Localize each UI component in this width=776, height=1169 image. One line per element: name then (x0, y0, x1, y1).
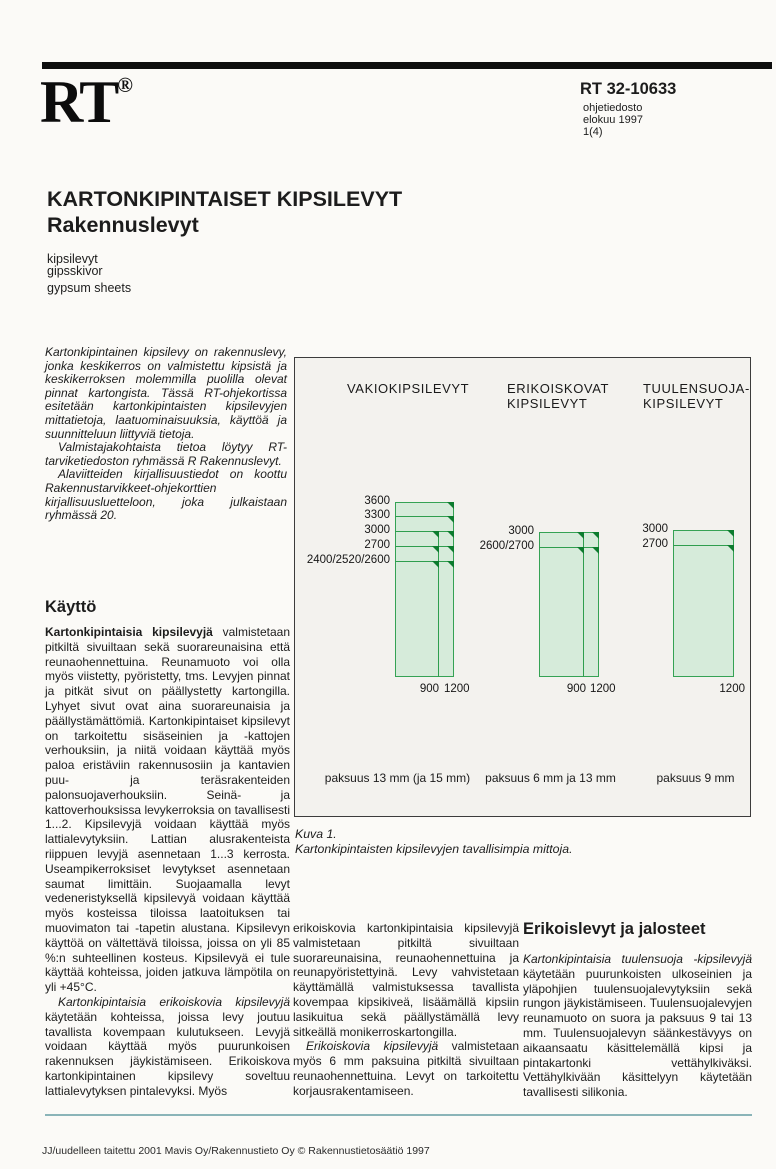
section-heading-kaytto: Käyttö (45, 598, 97, 616)
body-paragraph: Kartonkipintaisia erikoiskovia kipsilevyjä käytetään kohteissa, joissa levy joutuu tavallista kovempaan kulutukseen. Levyjä voidaan käyttää myös puurunkoisen rakennuksen jäykistämiseen. Erikoiskova kartonkipintainen kipsilevy soveltuu lattialevytyksen pintalevyksi. Myös (45, 994, 290, 1098)
figure-caption-number: Kuva 1. (295, 827, 337, 841)
body-paragraph: Erikoiskovia kipsilevyjä valmistetaan myös 6 mm paksuina pitkiltä sivuiltaan reunaohennettuina. Levyt on tarkoitettu korjausrakentamiseen. (293, 1039, 519, 1098)
width-label: 1200 (719, 683, 745, 695)
doc-number: RT 32-10633 (580, 80, 677, 98)
paragraph-lead-italic: Erikoiskovia kipsilevyjä (306, 1039, 439, 1054)
width-label: 1200 (590, 683, 616, 695)
figure-panel2-title: ERIKOISKOVAT KIPSILEVYT (507, 381, 610, 411)
rt-logo (40, 69, 133, 135)
middle-column (293, 921, 519, 1099)
length-label: 2400/2520/2600 (306, 554, 390, 566)
doc-page-indicator: 1(4) (583, 125, 603, 138)
figure-panel1-title: VAKIOKIPSILEVYT (347, 381, 470, 396)
keyword-finnish: kipsilevyt (47, 252, 98, 266)
board-outline (673, 530, 734, 677)
page-title (47, 186, 402, 238)
length-label: 3000 (642, 523, 668, 535)
paragraph-lead-italic: Kartonkipintaisia tuulensuoja -kipsilevyjä (523, 952, 752, 966)
doc-meta (583, 103, 643, 138)
kaytto-column (45, 625, 290, 1099)
doc-date: elokuu 1997 (583, 113, 643, 126)
rt-logo-text: RT (40, 69, 118, 135)
intro-paragraph: Valmistajakohtaista tietoa löytyy RT-tarviketiedoston ryhmässä R Rakennuslevyt. (45, 440, 287, 468)
length-label: 3600 (364, 495, 390, 507)
corner-mark (727, 545, 734, 552)
board-length-line (673, 545, 734, 546)
page-title-line1: KARTONKIPINTAISET KIPSILEVYT (47, 187, 403, 211)
paragraph-lead-italic: Kartonkipintaisia erikoiskovia kipsilevyjä (58, 994, 290, 1009)
length-label: 2600/2700 (479, 540, 534, 552)
board-length-line (395, 561, 454, 562)
body-paragraph: erikoiskovia kartonkipintaisia kipsilevyjä valmistetaan pitkiltä sivuiltaan suorareunaisina, reunaohennettuina ja reunapyöristettyinä. Levy vahvistetaan käyttämällä valmistuksessa tavallista kovempaa kipsikiveä, lisäämällä kipsiin lasikuitua sekä päällystämällä levy sitkeällä monikerroskartongilla. (293, 921, 519, 1039)
paragraph-lead-bold: Kartonkipintaisia kipsilevyjä (45, 625, 213, 639)
length-label: 3300 (364, 509, 390, 521)
length-label: 3000 (508, 525, 534, 537)
intro-paragraph: Alaviitteiden kirjallisuustiedot on koottu Rakennustarvikkeet-ohjekorttien kirjallisuusluetteloon, joka julkaistaan ryhmässä 20. (45, 467, 287, 523)
page-title-line2: Rakennuslevyt (47, 213, 199, 237)
keyword-swedish: gipsskivor (47, 264, 103, 278)
corner-mark (432, 561, 439, 568)
intro-column (45, 346, 287, 523)
thickness-label: paksuus 9 mm (656, 771, 735, 785)
board-length-line (395, 516, 454, 517)
corner-mark (727, 530, 734, 537)
corner-mark (447, 516, 454, 523)
registered-trademark-symbol: ® (117, 73, 133, 97)
thickness-label: paksuus 13 mm (ja 15 mm) (324, 771, 471, 785)
header-rule (42, 62, 772, 69)
width-label: 900 (419, 683, 439, 695)
body-paragraph: Kartonkipintaisia tuulensuoja -kipsilevyjä käytetään puurunkoisten ulkoseinien ja yläpohjien tuulensuojalevytyksiin sekä rungon jäykistämiseen. Tuulensuojalevyjen reunamuoto on suora ja paksuus 9 tai 13 mm. Tuulensuojalevyn säänkestävyys on aikaansaatu käsittelemällä kipsi ja pintakartonki vettähylkiväksi. Vettähylkivään käsittelyyn käytetään tavallisesti silikonia. (523, 952, 752, 1100)
intro-paragraph: Kartonkipintainen kipsilevy on rakennuslevy, jonka keskikerros on valmistettu kipsistä ja keskikerroksen molemmilla puolilla olevat pinnat kartongista. Tässä RT-ohjekortissa esitetään kartonkipintaisten kipsilevyjen mittatietoja, laatuominaisuuksia, käyttöä ja suunnitteluun liittyviä tietoja. (45, 345, 287, 441)
width-label: 1200 (444, 683, 470, 695)
width-label: 900 (566, 683, 586, 695)
corner-mark (447, 502, 454, 509)
body-paragraph: Kartonkipintaisia kipsilevyjä valmistetaan pitkiltä sivuiltaan sekä suorareunaisina että reunaohennettuina. Reunamuoto voi olla myös viistetty, pyöristetty, tms. Levyjen pinnat ja pitkät sivut on päällystetty kartongilla. Lyhyet sivut ovat aina suorareunaisia ja päällystämättömiä. Kartonkipintaiset kipsilevyt on tarkoitettu sisäseinien ja -kattojen verhouksiin, ja niitä voidaan käyttää myös paloa eristäviin rakennusosiin ja kantavien puu- ja teräsrakenteiden palonsuojaverhouksiin. Seinä- ja kattoverhouksissa levykerroksia on tavallisesti 1...2. Kipsilevyjä voidaan käyttää myös lattialevytyksiin. Lattian alusrakenteista riippuen levyjä asennetaan 1...3 kerrosta. Useampikerroksiset levytykset asennetaan saumat limittäin. Suojaamalla levyt vedeneristyksellä kipsilevyä voidaan käyttää myös kosteissa tiloissa laatoituksen tai muovimaton tai -tapetin alustana. Kipsilevyn käyttöä on vältettävä tiloissa, joissa on yli 85 %:n suhteellinen kosteus. Kipsilevyä ei tule käyttää kohteissa, joiden jatkuva lämpötila on yli +45°C. (45, 625, 290, 995)
length-label: 3000 (364, 524, 390, 536)
length-label: 2700 (642, 538, 668, 550)
figure-caption-text: Kartonkipintaisten kipsilevyjen tavallisimpia mittoja. (295, 841, 573, 856)
bottom-rule (45, 1114, 752, 1116)
thickness-label: paksuus 6 mm ja 13 mm (485, 771, 616, 785)
figure-caption (295, 827, 573, 857)
length-label: 2700 (364, 539, 390, 551)
right-column (523, 952, 752, 1100)
corner-mark (447, 561, 454, 568)
board-outline (539, 532, 599, 677)
figure-panel3-title: TUULENSUOJA- KIPSILEVYT (643, 381, 750, 411)
doc-type: ohjetiedosto (583, 102, 643, 114)
footer-credit: JJ/uudelleen taitettu 2001 Mavis Oy/Rakennustieto Oy © Rakennustietosäätiö 1997 (42, 1145, 430, 1157)
section-heading-erikoislevyt: Erikoislevyt ja jalosteet (523, 920, 706, 938)
keyword-english: gypsum sheets (47, 281, 132, 295)
